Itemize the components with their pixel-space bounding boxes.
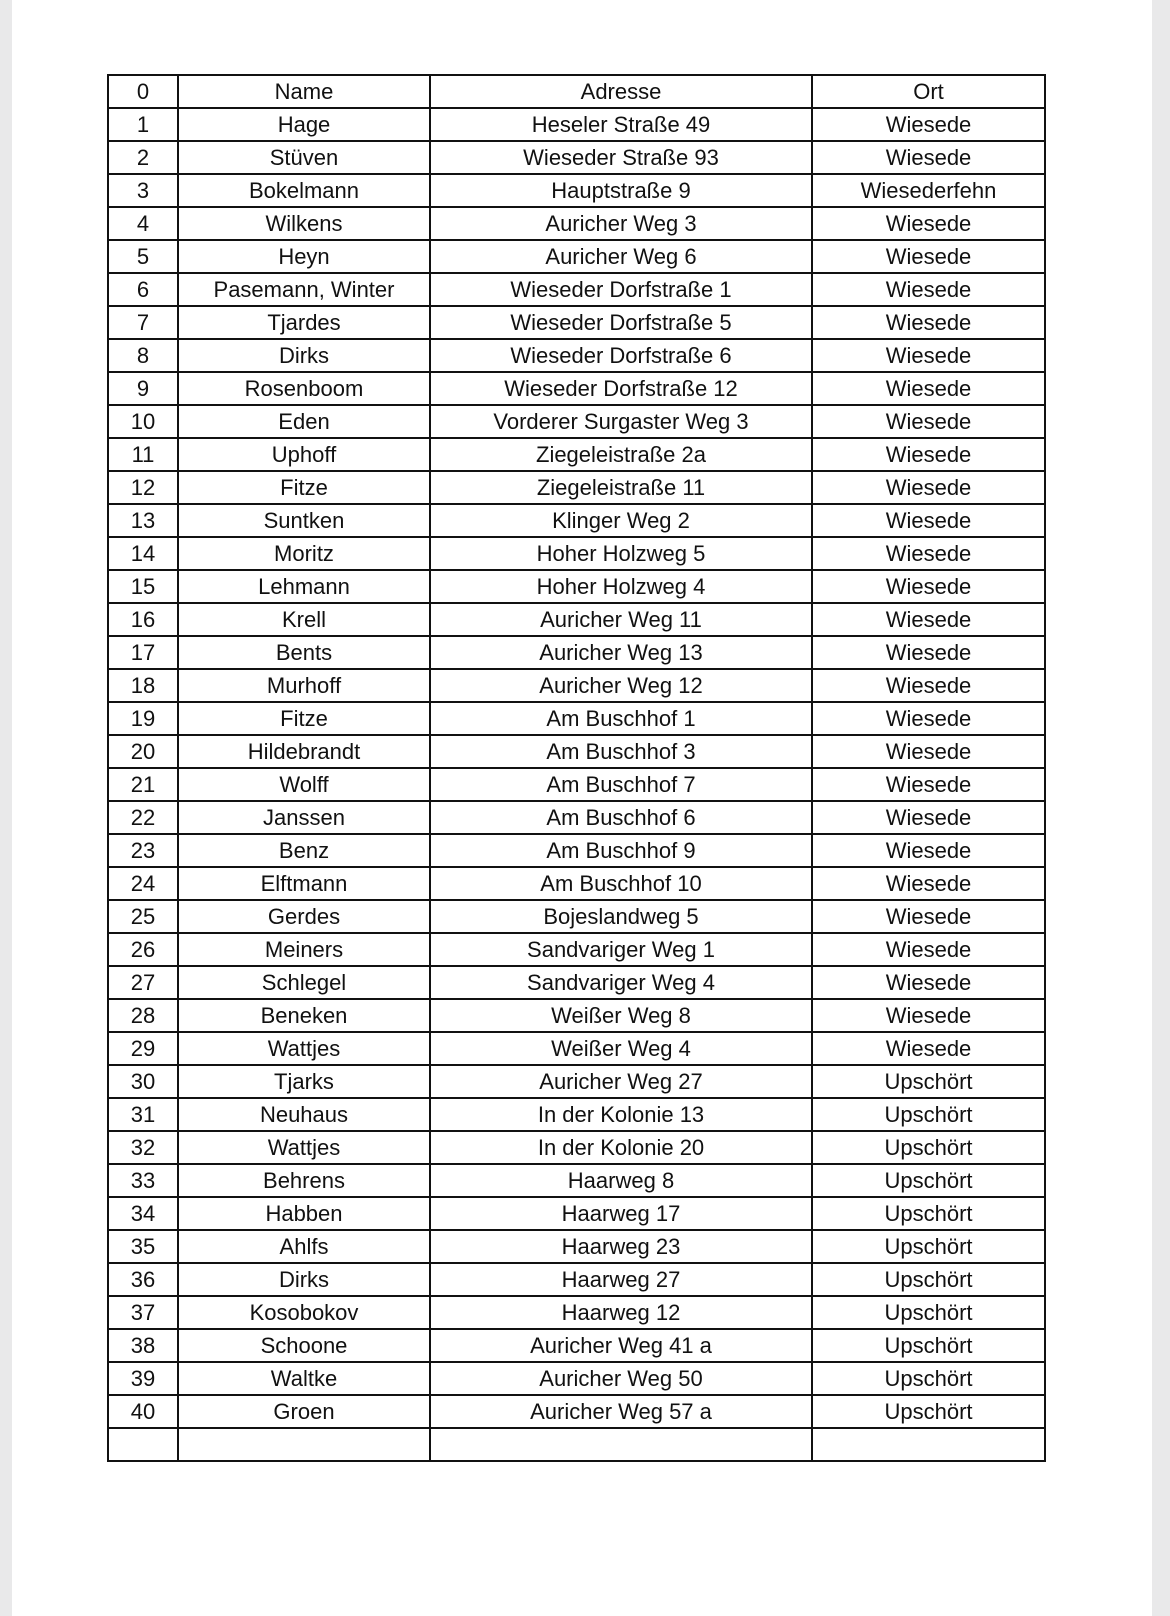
cell-name: Stüven	[178, 141, 430, 174]
cell-address: Haarweg 23	[430, 1230, 812, 1263]
cell-name: Gerdes	[178, 900, 430, 933]
cell-name: Benz	[178, 834, 430, 867]
cell-number: 34	[108, 1197, 178, 1230]
cell-address: Am Buschhof 1	[430, 702, 812, 735]
cell-place: Wiesede	[812, 867, 1045, 900]
cell-place: Wiesede	[812, 339, 1045, 372]
cell-place: Upschört	[812, 1098, 1045, 1131]
cell-address: Weißer Weg 4	[430, 1032, 812, 1065]
cell-number: 6	[108, 273, 178, 306]
table-row	[108, 1164, 1045, 1197]
cell-name: Habben	[178, 1197, 430, 1230]
cell-name: Wattjes	[178, 1032, 430, 1065]
cell-number: 18	[108, 669, 178, 702]
cell-place: Wiesede	[812, 207, 1045, 240]
cell-place: Wiesede	[812, 702, 1045, 735]
cell-place: Wiesede	[812, 570, 1045, 603]
cell-place: Wiesede	[812, 306, 1045, 339]
cell-address: Haarweg 8	[430, 1164, 812, 1197]
cell-place: Wiesede	[812, 405, 1045, 438]
header-address: Adresse	[430, 75, 812, 108]
cell-number: 2	[108, 141, 178, 174]
cell-address: Auricher Weg 11	[430, 603, 812, 636]
cell-place: Wiesede	[812, 801, 1045, 834]
cell-number: 7	[108, 306, 178, 339]
cell-place: Wiesede	[812, 537, 1045, 570]
table-row	[108, 900, 1045, 933]
cell-place: Upschört	[812, 1263, 1045, 1296]
cell-number: 35	[108, 1230, 178, 1263]
cell-number: 15	[108, 570, 178, 603]
header-name: Name	[178, 75, 430, 108]
cell-place: Upschört	[812, 1131, 1045, 1164]
cell-number: 5	[108, 240, 178, 273]
table-row	[108, 999, 1045, 1032]
cell-place: Upschört	[812, 1395, 1045, 1428]
cell-number: 11	[108, 438, 178, 471]
cell-number: 32	[108, 1131, 178, 1164]
cell-name: Dirks	[178, 339, 430, 372]
table-row	[108, 570, 1045, 603]
cell-name: Suntken	[178, 504, 430, 537]
cell-address: Wieseder Dorfstraße 1	[430, 273, 812, 306]
table-row	[108, 1395, 1045, 1428]
table-row	[108, 636, 1045, 669]
cell-address: Klinger Weg 2	[430, 504, 812, 537]
cell-number: 38	[108, 1329, 178, 1362]
cell-address: Hoher Holzweg 5	[430, 537, 812, 570]
table-row	[108, 438, 1045, 471]
cell-address: Am Buschhof 10	[430, 867, 812, 900]
table-row	[108, 966, 1045, 999]
cell-address: Haarweg 27	[430, 1263, 812, 1296]
document-page	[12, 0, 1152, 1616]
cell-place: Wiesede	[812, 240, 1045, 273]
table-row	[108, 867, 1045, 900]
cell-place: Wiesede	[812, 471, 1045, 504]
cell-number: 31	[108, 1098, 178, 1131]
cell-name: Murhoff	[178, 669, 430, 702]
table-row	[108, 471, 1045, 504]
cell-place: Upschört	[812, 1065, 1045, 1098]
cell-address: Haarweg 12	[430, 1296, 812, 1329]
table-row	[108, 339, 1045, 372]
cell-name: Rosenboom	[178, 372, 430, 405]
table-row	[108, 933, 1045, 966]
table-row	[108, 669, 1045, 702]
cell-address: Wieseder Dorfstraße 5	[430, 306, 812, 339]
cell-address: Auricher Weg 12	[430, 669, 812, 702]
address-table	[107, 74, 1046, 1462]
table-row	[108, 702, 1045, 735]
cell-number: 19	[108, 702, 178, 735]
cell-name: Bents	[178, 636, 430, 669]
cell-name	[178, 1428, 430, 1461]
cell-name: Waltke	[178, 1362, 430, 1395]
cell-number: 9	[108, 372, 178, 405]
cell-name: Beneken	[178, 999, 430, 1032]
cell-number: 39	[108, 1362, 178, 1395]
table-row	[108, 1329, 1045, 1362]
cell-number: 16	[108, 603, 178, 636]
cell-place: Upschört	[812, 1197, 1045, 1230]
table-row	[108, 372, 1045, 405]
cell-name: Elftmann	[178, 867, 430, 900]
cell-place: Upschört	[812, 1164, 1045, 1197]
table-row	[108, 1197, 1045, 1230]
table-row	[108, 834, 1045, 867]
cell-number: 28	[108, 999, 178, 1032]
table-row	[108, 735, 1045, 768]
cell-address: Am Buschhof 7	[430, 768, 812, 801]
table-row	[108, 141, 1045, 174]
table-row	[108, 1032, 1045, 1065]
cell-number: 1	[108, 108, 178, 141]
cell-address: In der Kolonie 13	[430, 1098, 812, 1131]
cell-name: Groen	[178, 1395, 430, 1428]
cell-name: Neuhaus	[178, 1098, 430, 1131]
cell-place: Wiesede	[812, 504, 1045, 537]
cell-name: Hage	[178, 108, 430, 141]
header-place: Ort	[812, 75, 1045, 108]
cell-place: Wiesede	[812, 108, 1045, 141]
table-row	[108, 405, 1045, 438]
cell-number: 33	[108, 1164, 178, 1197]
cell-number: 36	[108, 1263, 178, 1296]
table-row	[108, 1362, 1045, 1395]
cell-place: Wiesede	[812, 834, 1045, 867]
cell-number: 4	[108, 207, 178, 240]
cell-place: Wiesede	[812, 735, 1045, 768]
cell-number: 13	[108, 504, 178, 537]
cell-place: Wiesede	[812, 966, 1045, 999]
table-row	[108, 174, 1045, 207]
cell-number: 21	[108, 768, 178, 801]
cell-address: Auricher Weg 13	[430, 636, 812, 669]
cell-address: Auricher Weg 27	[430, 1065, 812, 1098]
cell-number: 20	[108, 735, 178, 768]
cell-number	[108, 1428, 178, 1461]
table-row	[108, 1230, 1045, 1263]
table-row	[108, 1098, 1045, 1131]
cell-place: Wiesede	[812, 999, 1045, 1032]
cell-address: Sandvariger Weg 1	[430, 933, 812, 966]
cell-number: 3	[108, 174, 178, 207]
cell-address: Wieseder Straße 93	[430, 141, 812, 174]
table-row	[108, 1131, 1045, 1164]
cell-place: Wiesede	[812, 438, 1045, 471]
cell-address	[430, 1428, 812, 1461]
cell-place: Upschört	[812, 1230, 1045, 1263]
table-header-row	[108, 75, 1045, 108]
cell-name: Meiners	[178, 933, 430, 966]
cell-address: Ziegeleistraße 2a	[430, 438, 812, 471]
cell-place: Wiesede	[812, 933, 1045, 966]
cell-number: 10	[108, 405, 178, 438]
cell-name: Behrens	[178, 1164, 430, 1197]
table-row	[108, 273, 1045, 306]
cell-name: Wolff	[178, 768, 430, 801]
cell-name: Tjarks	[178, 1065, 430, 1098]
cell-name: Uphoff	[178, 438, 430, 471]
cell-name: Lehmann	[178, 570, 430, 603]
cell-number: 30	[108, 1065, 178, 1098]
cell-name: Fitze	[178, 471, 430, 504]
table-row	[108, 207, 1045, 240]
cell-name: Hildebrandt	[178, 735, 430, 768]
cell-number: 40	[108, 1395, 178, 1428]
header-number: 0	[108, 75, 178, 108]
cell-address: Haarweg 17	[430, 1197, 812, 1230]
cell-name: Wattjes	[178, 1131, 430, 1164]
cell-place: Wiesede	[812, 273, 1045, 306]
cell-place: Wiesede	[812, 603, 1045, 636]
cell-name: Schlegel	[178, 966, 430, 999]
table-row	[108, 603, 1045, 636]
cell-name: Eden	[178, 405, 430, 438]
cell-name: Heyn	[178, 240, 430, 273]
cell-number: 29	[108, 1032, 178, 1065]
cell-number: 23	[108, 834, 178, 867]
cell-place: Wiesede	[812, 141, 1045, 174]
cell-number: 25	[108, 900, 178, 933]
cell-place: Wiesede	[812, 372, 1045, 405]
cell-name: Dirks	[178, 1263, 430, 1296]
table-row	[108, 1296, 1045, 1329]
cell-number: 26	[108, 933, 178, 966]
table-row	[108, 1065, 1045, 1098]
table-row	[108, 1428, 1045, 1461]
cell-address: Auricher Weg 3	[430, 207, 812, 240]
cell-address: Auricher Weg 57 a	[430, 1395, 812, 1428]
table-row	[108, 108, 1045, 141]
cell-name: Krell	[178, 603, 430, 636]
cell-number: 27	[108, 966, 178, 999]
cell-address: Am Buschhof 9	[430, 834, 812, 867]
cell-address: Am Buschhof 3	[430, 735, 812, 768]
cell-address: Heseler Straße 49	[430, 108, 812, 141]
cell-address: Am Buschhof 6	[430, 801, 812, 834]
cell-number: 14	[108, 537, 178, 570]
cell-address: In der Kolonie 20	[430, 1131, 812, 1164]
cell-place: Wiesede	[812, 636, 1045, 669]
cell-address: Wieseder Dorfstraße 6	[430, 339, 812, 372]
cell-address: Bojeslandweg 5	[430, 900, 812, 933]
cell-name: Moritz	[178, 537, 430, 570]
cell-place: Wiesede	[812, 768, 1045, 801]
cell-address: Hauptstraße 9	[430, 174, 812, 207]
cell-address: Weißer Weg 8	[430, 999, 812, 1032]
cell-number: 37	[108, 1296, 178, 1329]
cell-name: Fitze	[178, 702, 430, 735]
cell-address: Vorderer Surgaster Weg 3	[430, 405, 812, 438]
cell-name: Bokelmann	[178, 174, 430, 207]
cell-place: Wiesede	[812, 1032, 1045, 1065]
cell-place: Upschört	[812, 1329, 1045, 1362]
cell-name: Janssen	[178, 801, 430, 834]
cell-place: Wiesede	[812, 900, 1045, 933]
cell-place: Wiesederfehn	[812, 174, 1045, 207]
table-row	[108, 537, 1045, 570]
cell-address: Auricher Weg 50	[430, 1362, 812, 1395]
cell-address: Auricher Weg 41 a	[430, 1329, 812, 1362]
table-row	[108, 1263, 1045, 1296]
table-row	[108, 801, 1045, 834]
table-row	[108, 240, 1045, 273]
cell-number: 24	[108, 867, 178, 900]
cell-place: Wiesede	[812, 669, 1045, 702]
table-row	[108, 768, 1045, 801]
cell-place	[812, 1428, 1045, 1461]
cell-number: 12	[108, 471, 178, 504]
table-row	[108, 306, 1045, 339]
cell-address: Ziegeleistraße 11	[430, 471, 812, 504]
cell-number: 8	[108, 339, 178, 372]
cell-number: 17	[108, 636, 178, 669]
cell-address: Auricher Weg 6	[430, 240, 812, 273]
address-table-body	[108, 75, 1045, 1461]
cell-place: Upschört	[812, 1362, 1045, 1395]
table-row	[108, 504, 1045, 537]
cell-address: Sandvariger Weg 4	[430, 966, 812, 999]
cell-address: Hoher Holzweg 4	[430, 570, 812, 603]
cell-number: 22	[108, 801, 178, 834]
cell-name: Tjardes	[178, 306, 430, 339]
cell-place: Upschört	[812, 1296, 1045, 1329]
cell-name: Ahlfs	[178, 1230, 430, 1263]
cell-name: Schoone	[178, 1329, 430, 1362]
cell-name: Pasemann, Winter	[178, 273, 430, 306]
cell-name: Wilkens	[178, 207, 430, 240]
cell-address: Wieseder Dorfstraße 12	[430, 372, 812, 405]
cell-name: Kosobokov	[178, 1296, 430, 1329]
